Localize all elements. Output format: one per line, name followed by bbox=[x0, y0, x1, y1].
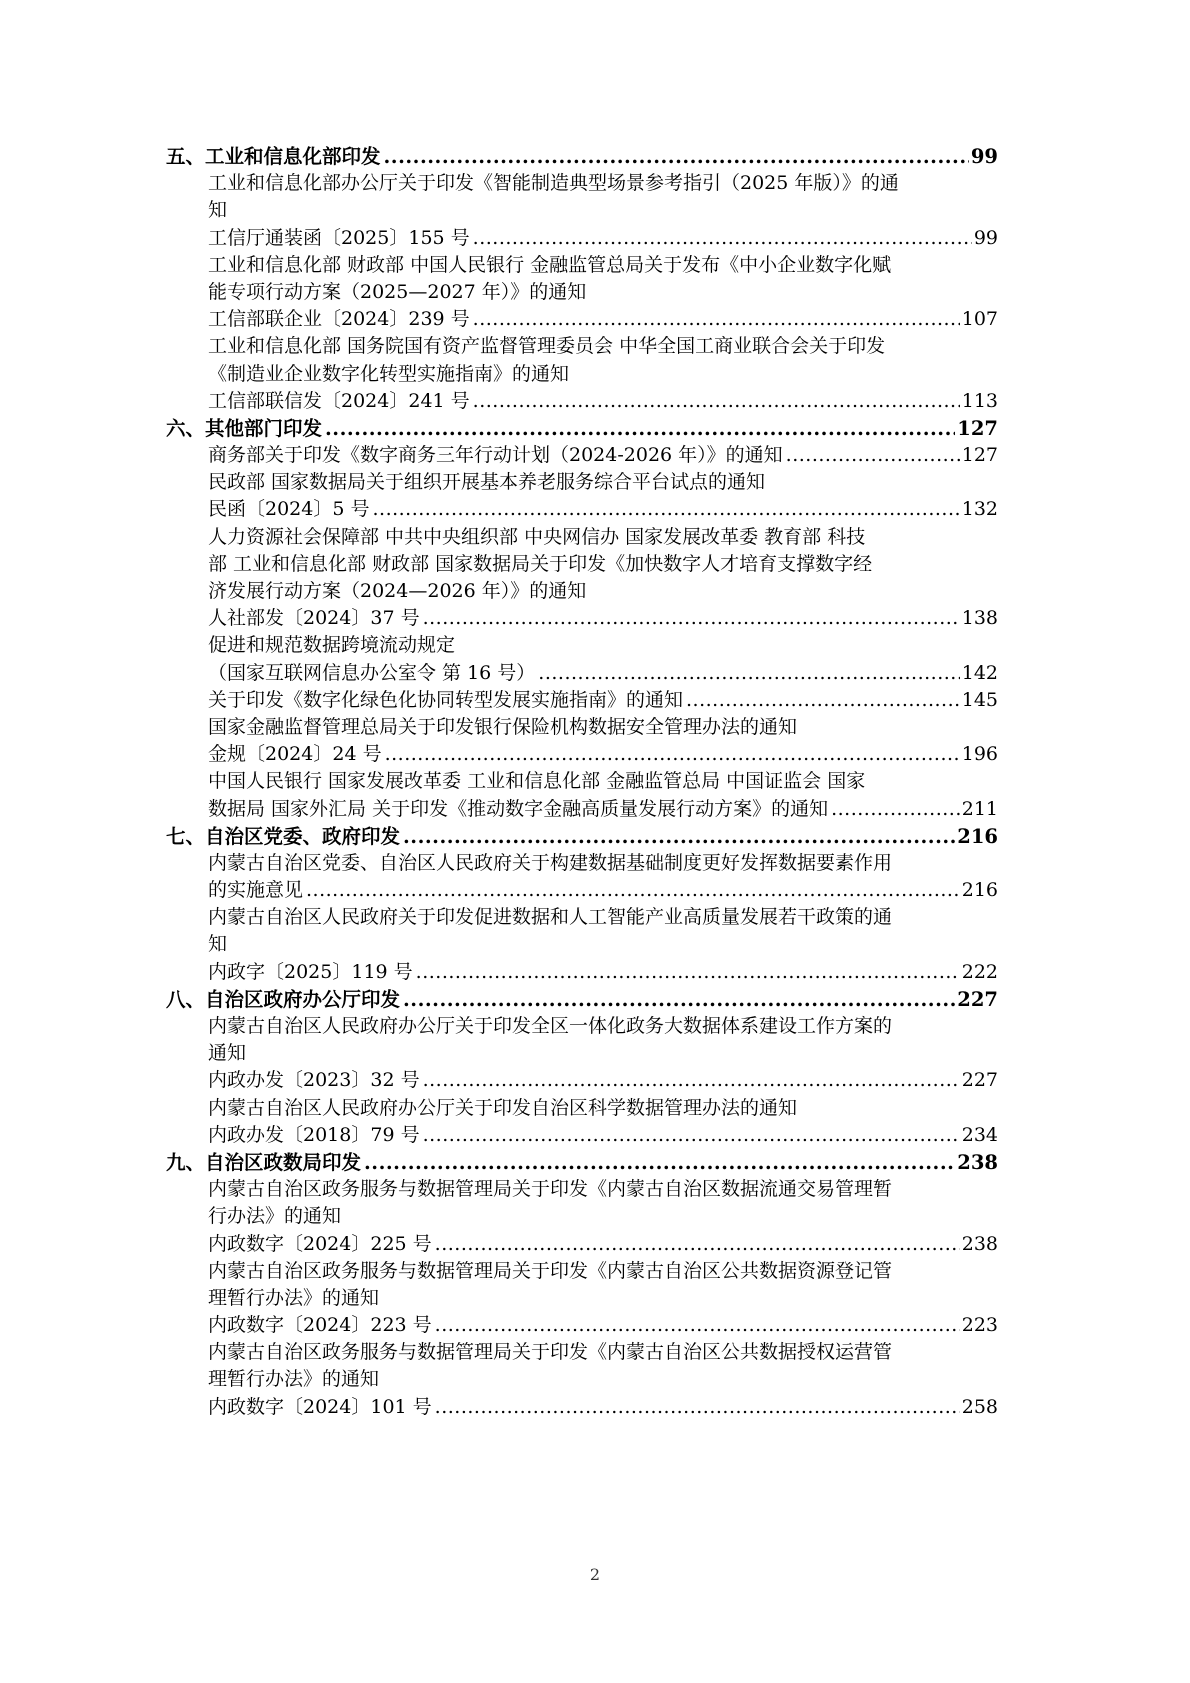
toc-line-text: 知 bbox=[208, 199, 228, 222]
toc-page-number: 113 bbox=[961, 389, 998, 412]
toc-entry-line bbox=[166, 1013, 998, 1040]
toc-entry-line bbox=[166, 333, 998, 360]
toc-section-heading bbox=[166, 143, 998, 170]
toc-line-text: 商务部关于印发《数字商务三年行动计划（2024-2026 年）》的通知 bbox=[208, 444, 783, 467]
toc-line-text: 九、自治区政数局印发 bbox=[166, 1150, 362, 1174]
toc-page-number: 238 bbox=[957, 1150, 998, 1174]
toc-entry-line bbox=[166, 931, 998, 958]
toc-entry-line bbox=[166, 551, 998, 578]
dot-leader bbox=[831, 796, 960, 823]
toc-entry-line bbox=[166, 714, 998, 741]
toc-entry-line bbox=[166, 1231, 998, 1258]
toc-entry-line bbox=[166, 877, 998, 904]
toc-line-text: 部 工业和信息化部 财政部 国家数据局关于印发《加快数字人才培育支撑数字经 bbox=[208, 552, 873, 575]
toc-line-text: 六、其他部门印发 bbox=[166, 416, 323, 440]
toc-page-number: 107 bbox=[961, 308, 998, 331]
toc-line-text: 行办法》的通知 bbox=[208, 1205, 342, 1228]
toc-line-text: 的实施意见 bbox=[208, 879, 304, 902]
toc-entry-line bbox=[166, 1176, 998, 1203]
dot-leader bbox=[435, 1312, 960, 1339]
toc-entry-line bbox=[166, 279, 998, 306]
dot-leader bbox=[435, 1394, 960, 1421]
toc-entry-line bbox=[166, 1067, 998, 1094]
toc-line-text: 七、自治区党委、政府印发 bbox=[166, 824, 401, 848]
toc-line-text: 人社部发〔2024〕37 号 bbox=[208, 607, 420, 630]
toc-page-number: 138 bbox=[961, 607, 998, 630]
toc-line-text: 工信部联信发〔2024〕241 号 bbox=[208, 389, 470, 412]
toc-line-text: 理暂行办法》的通知 bbox=[208, 1368, 380, 1391]
toc-page-number: 99 bbox=[970, 145, 998, 168]
page-number: 2 bbox=[589, 1565, 601, 1584]
toc-entry-line bbox=[166, 1258, 998, 1285]
toc-line-text: 内蒙古自治区人民政府办公厅关于印发自治区科学数据管理办法的通知 bbox=[208, 1096, 798, 1119]
toc-entry-line bbox=[166, 361, 998, 388]
toc-entry-line bbox=[166, 1339, 998, 1366]
toc-line-text: 内政办发〔2023〕32 号 bbox=[208, 1069, 420, 1092]
toc-entry-line bbox=[166, 197, 998, 224]
toc-line-text: 数据局 国家外汇局 关于印发《推动数字金融高质量发展行动方案》的通知 bbox=[208, 797, 829, 820]
toc-line-text: 内蒙古自治区政务服务与数据管理局关于印发《内蒙古自治区数据流通交易管理暂 bbox=[208, 1178, 893, 1201]
toc-line-text: 五、工业和信息化部印发 bbox=[166, 145, 381, 168]
toc-page-number: 211 bbox=[961, 797, 998, 820]
dot-leader bbox=[423, 1122, 960, 1149]
toc-line-text: 通知 bbox=[208, 1042, 247, 1065]
toc-entry-line bbox=[166, 170, 998, 197]
toc-entry-line bbox=[166, 796, 998, 823]
dot-leader bbox=[423, 1067, 960, 1094]
toc-page-number: 258 bbox=[961, 1395, 998, 1418]
toc-line-text: 工业和信息化部 国务院国有资产监督管理委员会 中华全国工商业联合会关于印发 bbox=[208, 335, 886, 358]
dot-leader bbox=[473, 388, 960, 415]
toc-line-text: 内政数字〔2024〕101 号 bbox=[208, 1395, 432, 1418]
toc-page-number: 132 bbox=[961, 498, 998, 521]
toc-line-text: （国家互联网信息办公室令 第 16 号） bbox=[208, 661, 536, 684]
dot-leader bbox=[786, 442, 960, 469]
toc-line-text: 能专项行动方案（2025—2027 年）》的通知 bbox=[208, 280, 587, 303]
toc-page-number: 227 bbox=[961, 1069, 998, 1092]
toc-entry-line bbox=[166, 605, 998, 632]
toc-line-text: 内蒙古自治区党委、自治区人民政府关于构建数据基础制度更好发挥数据要素作用 bbox=[208, 851, 893, 874]
toc-page-number: 142 bbox=[961, 661, 998, 684]
toc-line-text: 内政数字〔2024〕225 号 bbox=[208, 1232, 432, 1255]
toc-section-heading bbox=[166, 986, 998, 1013]
toc-entry-line bbox=[166, 496, 998, 523]
dot-leader bbox=[306, 877, 960, 904]
toc-page-number: 216 bbox=[961, 879, 998, 902]
toc-entry-line bbox=[166, 959, 998, 986]
toc-line-text: 内蒙古自治区人民政府办公厅关于印发全区一体化政务大数据体系建设工作方案的 bbox=[208, 1015, 893, 1037]
toc-page-number: 238 bbox=[961, 1232, 998, 1255]
toc-entry-line bbox=[166, 469, 998, 496]
dot-leader bbox=[423, 605, 960, 632]
toc-entry-line bbox=[166, 306, 998, 333]
toc-entry-line bbox=[166, 388, 998, 415]
dot-leader bbox=[372, 496, 959, 523]
dot-leader bbox=[435, 1231, 960, 1258]
toc-entry-line bbox=[166, 1285, 998, 1312]
toc-line-text: 促进和规范数据跨境流动规定 bbox=[208, 634, 456, 657]
toc-line-text: 国家金融监督管理总局关于印发银行保险机构数据安全管理办法的通知 bbox=[208, 715, 798, 738]
toc-page-number: 222 bbox=[961, 960, 998, 983]
toc-line-text: 内政办发〔2018〕79 号 bbox=[208, 1123, 420, 1146]
toc-line-text: 理暂行办法》的通知 bbox=[208, 1286, 380, 1309]
dot-leader bbox=[384, 143, 969, 170]
dot-leader bbox=[473, 225, 972, 252]
toc-line-text: 《制造业企业数字化转型实施指南》的通知 bbox=[208, 362, 570, 385]
toc-entry-line bbox=[166, 225, 998, 252]
toc-entry-line bbox=[166, 768, 998, 795]
toc-entry-line bbox=[166, 1122, 998, 1149]
dot-leader bbox=[538, 660, 959, 687]
toc-entry-line bbox=[166, 252, 998, 279]
toc-page-number: 216 bbox=[957, 824, 998, 848]
toc-section-heading bbox=[166, 1149, 998, 1176]
toc-entry-line bbox=[166, 741, 998, 768]
toc-entry-line bbox=[166, 1366, 998, 1393]
toc-line-text: 内政字〔2025〕119 号 bbox=[208, 960, 413, 983]
toc-line-text: 济发展行动方案（2024—2026 年）》的通知 bbox=[208, 580, 587, 602]
dot-leader bbox=[403, 986, 955, 1013]
toc-line-text: 金规〔2024〕24 号 bbox=[208, 743, 382, 766]
dot-leader bbox=[473, 306, 960, 333]
toc-page-number: 99 bbox=[973, 226, 998, 249]
toc-line-text: 知 bbox=[208, 933, 228, 956]
dot-leader bbox=[325, 415, 955, 442]
toc-entry-line bbox=[166, 687, 998, 714]
toc-entry-line bbox=[166, 1312, 998, 1339]
toc-line-text: 工信厅通装函〔2025〕155 号 bbox=[208, 226, 470, 249]
toc-entry-line bbox=[166, 1203, 998, 1230]
table-of-contents bbox=[166, 143, 998, 1421]
toc-page-number: 127 bbox=[961, 444, 998, 467]
toc-line-text: 关于印发《数字化绿色化协同转型发展实施指南》的通知 bbox=[208, 688, 684, 711]
toc-entry-line bbox=[166, 442, 998, 469]
dot-leader bbox=[416, 959, 960, 986]
toc-line-text: 中国人民银行 国家发展改革委 工业和信息化部 金融监管总局 中国证监会 国家 bbox=[208, 770, 866, 793]
toc-entry-line bbox=[166, 578, 998, 605]
toc-line-text: 工业和信息化部办公厅关于印发《智能制造典型场景参考指引（2025 年版）》的通 bbox=[208, 172, 899, 195]
toc-entry-line bbox=[166, 904, 998, 931]
dot-leader bbox=[364, 1149, 955, 1176]
toc-entry-line bbox=[166, 1040, 998, 1067]
toc-line-text: 人力资源社会保障部 中共中央组织部 中央网信办 国家发展改革委 教育部 科技 bbox=[208, 525, 866, 548]
toc-line-text: 内蒙古自治区人民政府关于印发促进数据和人工智能产业高质量发展若干政策的通 bbox=[208, 906, 893, 929]
toc-line-text: 八、自治区政府办公厅印发 bbox=[166, 987, 401, 1011]
toc-line-text: 内政数字〔2024〕223 号 bbox=[208, 1314, 432, 1337]
toc-section-heading bbox=[166, 415, 998, 442]
toc-line-text: 民政部 国家数据局关于组织开展基本养老服务综合平台试点的通知 bbox=[208, 471, 766, 494]
toc-page-number: 223 bbox=[961, 1314, 998, 1337]
toc-entry-line bbox=[166, 660, 998, 687]
toc-entry-line bbox=[166, 1394, 998, 1421]
dot-leader bbox=[403, 823, 955, 850]
toc-entry-line bbox=[166, 632, 998, 659]
toc-entry-line bbox=[166, 850, 998, 877]
toc-page-number: 196 bbox=[961, 743, 998, 766]
toc-page-number: 227 bbox=[957, 987, 998, 1011]
toc-line-text: 工信部联企业〔2024〕239 号 bbox=[208, 308, 470, 331]
toc-line-text: 民函〔2024〕5 号 bbox=[208, 498, 370, 521]
toc-line-text: 内蒙古自治区政务服务与数据管理局关于印发《内蒙古自治区公共数据授权运营管 bbox=[208, 1341, 893, 1364]
toc-entry-line bbox=[166, 524, 998, 551]
toc-page-number: 127 bbox=[957, 416, 998, 440]
dot-leader bbox=[385, 741, 960, 768]
toc-line-text: 工业和信息化部 财政部 中国人民银行 金融监管总局关于发布《中小企业数字化赋 bbox=[208, 253, 892, 276]
toc-page-number: 234 bbox=[961, 1123, 998, 1146]
dot-leader bbox=[686, 687, 960, 714]
toc-entry-line bbox=[166, 1095, 998, 1122]
toc-section-heading bbox=[166, 823, 998, 850]
toc-page-number: 145 bbox=[961, 688, 998, 711]
toc-line-text: 内蒙古自治区政务服务与数据管理局关于印发《内蒙古自治区公共数据资源登记管 bbox=[208, 1259, 893, 1282]
